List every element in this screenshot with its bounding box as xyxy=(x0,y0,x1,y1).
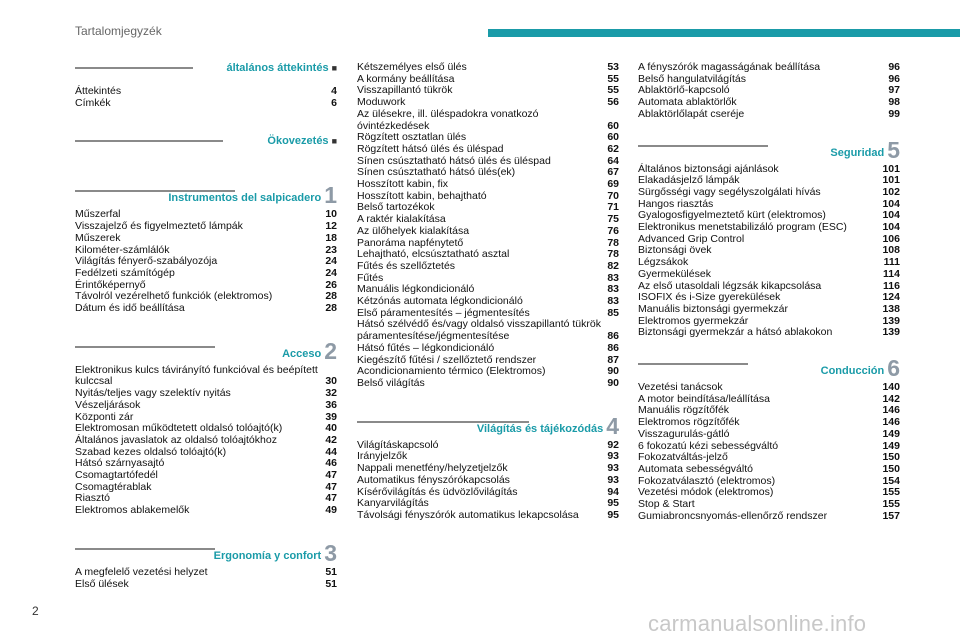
toc-entry-label: A raktér kialakítása xyxy=(357,213,446,226)
toc-entry-page: 142 xyxy=(882,392,900,405)
toc-entry-page: 67 xyxy=(607,166,619,179)
toc-entry-page: 157 xyxy=(882,509,900,522)
toc-entry-label: Vezetési módok (elektromos) xyxy=(638,486,774,499)
section-number: 4 xyxy=(606,412,619,439)
toc-entry-page: 12 xyxy=(325,220,337,233)
toc-entry-label: Biztonsági gyermekzár a hátsó ablakokon xyxy=(638,326,833,339)
section-rule xyxy=(75,548,215,550)
toc-entry-label: Rögzített hátsó ülés és üléspad xyxy=(357,142,504,155)
toc-entry[interactable] xyxy=(357,378,619,390)
toc-entry-label: Vezetési tanácsok xyxy=(638,381,723,394)
section-rule xyxy=(75,346,215,348)
toc-entry-page: 51 xyxy=(325,565,337,578)
toc-entry-label: Hosszított kabin, behajtható xyxy=(357,189,487,202)
toc-entry-label: Stop & Start xyxy=(638,498,695,511)
toc-entry-page: 96 xyxy=(888,61,900,73)
toc-entry-page: 99 xyxy=(888,107,900,120)
toc-section xyxy=(75,135,337,159)
toc-entry-label: Automata ablaktörlők xyxy=(638,96,737,109)
toc-entry-label: Visszagurulás-gátló xyxy=(638,427,730,440)
toc-entry-page: 47 xyxy=(325,480,337,493)
toc-entry-label: A kormány beállítása xyxy=(357,72,455,85)
toc-entry[interactable] xyxy=(75,505,337,517)
toc-entry-page: 78 xyxy=(607,248,619,261)
toc-entry-label: Kiegészítő fűtési / szellőztető rendszer xyxy=(357,353,537,366)
toc-entry-label: Első páramentesítés – jégmentesítés xyxy=(357,306,530,319)
toc-entry[interactable] xyxy=(638,269,900,281)
toc-entry-page: 24 xyxy=(325,255,337,268)
toc-entry-page: 139 xyxy=(882,314,900,327)
section-title-text: Acceso xyxy=(282,347,322,360)
toc-entry-page: 42 xyxy=(325,433,337,446)
toc-entry-page: 51 xyxy=(325,577,337,590)
toc-entry-label: Elektromos ablakemelők xyxy=(75,504,190,517)
section-header xyxy=(75,539,337,567)
section-number: 5 xyxy=(887,136,900,163)
toc-entry-page: 75 xyxy=(607,213,619,226)
toc-entry-label: Advanced Grip Control xyxy=(638,232,745,245)
toc-entry-page: 26 xyxy=(325,278,337,291)
section-number: 6 xyxy=(887,355,900,382)
toc-entry[interactable] xyxy=(75,365,337,388)
toc-entry-label: Ablaktörlő-kapcsoló xyxy=(638,84,730,97)
toc-entry-label: A motor beindítása/leállítása xyxy=(638,392,770,405)
toc-entry-label: Hosszított kabin, fix xyxy=(357,178,449,191)
toc-section xyxy=(638,136,900,340)
toc-entry-label: Gyalogosfigyelmeztető kürt (elektromos) xyxy=(638,209,826,222)
toc-column-1 xyxy=(75,62,337,590)
toc-entry-label: Rögzített osztatlan ülés xyxy=(357,131,467,144)
section-spacer xyxy=(75,315,337,341)
section-title-text: általános áttekintés xyxy=(226,62,329,74)
toc-entry-label: 6 fokozatú kézi sebességváltó xyxy=(638,439,779,452)
toc-entry-page: 93 xyxy=(607,473,619,486)
toc-entry-page: 28 xyxy=(325,290,337,303)
toc-entry-page: 40 xyxy=(325,422,337,435)
toc-entry-page: 108 xyxy=(882,244,900,257)
toc-entry[interactable] xyxy=(357,261,619,273)
toc-entry-page: 10 xyxy=(325,208,337,221)
toc-entry-label: Elakadásjelző lámpák xyxy=(638,174,740,187)
toc-entry-label: Sínen csúsztatható hátsó ülés és üléspad xyxy=(357,154,551,167)
toc-entry-page: 155 xyxy=(882,498,900,511)
toc-entry-label: Kanyarvilágítás xyxy=(357,497,429,510)
toc-entry-page: 46 xyxy=(325,457,337,470)
toc-entry-label: Elektronikus kulcs távirányító funkcióval és beépített kulccsal xyxy=(75,363,318,388)
section-title xyxy=(213,539,337,566)
toc-entry-label: Ablaktörlőlapát cseréje xyxy=(638,107,745,120)
toc-entry[interactable] xyxy=(638,62,900,74)
toc-entry[interactable] xyxy=(75,567,337,579)
toc-entry-page: 71 xyxy=(607,201,619,214)
section-header xyxy=(75,182,337,209)
section-title xyxy=(168,182,337,209)
toc-entry-page: 101 xyxy=(882,162,900,175)
section-title xyxy=(476,412,619,439)
section-spacer xyxy=(75,109,337,135)
section-title xyxy=(282,337,337,364)
toc-entry-label: Műszerfal xyxy=(75,208,121,221)
toc-entry-label: Az ülésekre, ill. üléspadokra vonatkozó óvintézkedések xyxy=(357,107,539,132)
toc-entry[interactable] xyxy=(75,86,337,98)
section-number: 1 xyxy=(324,182,337,209)
toc-entry-label: Kilométer-számlálók xyxy=(75,243,170,256)
toc-entry-page: 92 xyxy=(607,438,619,451)
toc-section xyxy=(75,182,337,315)
toc-entry-label: Címkék xyxy=(75,96,111,109)
toc-section xyxy=(357,62,619,390)
toc-entry-label: Acondicionamiento térmico (Elektromos) xyxy=(357,365,546,378)
toc-entry-label: Visszajelző és figyelmeztető lámpák xyxy=(75,220,243,233)
toc-entry-page: 76 xyxy=(607,224,619,237)
section-title xyxy=(226,62,337,75)
toc-entry-page: 53 xyxy=(607,61,619,73)
section-header xyxy=(75,62,337,86)
toc-entry-page: 4 xyxy=(331,85,337,97)
toc-entry[interactable] xyxy=(638,511,900,523)
toc-entry-label: Fokozatválasztó (elektromos) xyxy=(638,474,776,487)
toc-entry-label: Kétszemélyes első ülés xyxy=(357,61,467,73)
toc-entry-page: 139 xyxy=(882,326,900,339)
toc-entry-page: 47 xyxy=(325,469,337,482)
toc-entry-page: 149 xyxy=(882,439,900,452)
toc-entry-page: 56 xyxy=(607,96,619,109)
toc-entry-page: 36 xyxy=(325,398,337,411)
toc-entry-label: Elektromos gyermekzár xyxy=(638,314,749,327)
toc-entry-label: Manuális légkondicionáló xyxy=(357,283,475,296)
section-header xyxy=(75,337,337,365)
toc-section xyxy=(638,62,900,121)
toc-entry-page: 93 xyxy=(607,450,619,463)
toc-entry-label: Általános javaslatok az oldalsó tolóajtókhoz xyxy=(75,433,277,446)
toc-entry-page: 111 xyxy=(883,256,900,269)
toc-entry[interactable] xyxy=(357,109,619,132)
header-accent-bar xyxy=(488,29,960,37)
toc-entry-label: Belső világítás xyxy=(357,376,425,389)
toc-entry[interactable] xyxy=(75,98,337,110)
toc-entry-label: Nappali menetfény/helyzetjelzők xyxy=(357,462,508,475)
toc-column-3 xyxy=(638,62,900,523)
toc-entry-page: 146 xyxy=(882,416,900,429)
toc-entry-label: Hátsó fűtés – légkondicionáló xyxy=(357,341,495,354)
toc-entry-label: Elektronikus menetstabilizáló program (ESC) xyxy=(638,221,847,234)
toc-entry-page: 124 xyxy=(882,291,900,304)
toc-entry-label: Visszapillantó tükrök xyxy=(357,84,453,97)
toc-entry-label: Manuális rögzítőfék xyxy=(638,404,730,417)
toc-entry[interactable] xyxy=(357,319,619,342)
toc-entry-label: Légzsákok xyxy=(638,256,689,269)
toc-entry-label: Hátsó szárnyasajtó xyxy=(75,457,165,470)
toc-entry-label: Panoráma napfénytető xyxy=(357,236,464,249)
section-header xyxy=(357,412,619,440)
toc-entry-page: 95 xyxy=(607,508,619,521)
toc-entry[interactable] xyxy=(357,475,619,487)
toc-entry-label: Nyitás/teljes vagy szelektív nyitás xyxy=(75,387,231,400)
toc-entry-page: 55 xyxy=(607,72,619,85)
toc-entry-label: Kétzónás automata légkondicionáló xyxy=(357,295,523,308)
toc-entry-page: 69 xyxy=(607,178,619,191)
section-spacer xyxy=(638,121,900,140)
toc-entry-page: 114 xyxy=(883,267,900,280)
section-header xyxy=(638,136,900,164)
section-title-text: Világítás és tájékozódás xyxy=(476,422,604,435)
toc-entry[interactable] xyxy=(75,400,337,412)
toc-section xyxy=(75,62,337,109)
toc-entry-label: Hátsó szélvédő és/vagy oldalsó visszapillantó tükrök páramentesítése/jégmentesítése xyxy=(357,318,601,343)
toc-section xyxy=(75,337,337,517)
toc-entry-label: Távolsági fényszórók automatikus lekapcsolása xyxy=(357,508,579,521)
toc-column-2 xyxy=(357,62,619,522)
toc-entry[interactable] xyxy=(75,470,337,482)
section-title xyxy=(820,355,900,382)
section-title xyxy=(267,135,337,148)
toc-entry-label: Irányjelzők xyxy=(357,450,408,463)
toc-entry-label: Belső hangulatvilágítás xyxy=(638,72,746,85)
toc-entry[interactable] xyxy=(75,233,337,245)
toc-entry-label: Manuális biztonsági gyermekzár xyxy=(638,302,788,315)
toc-entry-label: A fényszórók magasságának beállítása xyxy=(638,61,821,73)
toc-entry[interactable] xyxy=(75,303,337,315)
section-rule xyxy=(75,140,223,142)
toc-entry-page: 23 xyxy=(325,243,337,256)
toc-entry-page: 83 xyxy=(607,271,619,284)
section-spacer xyxy=(75,517,337,543)
toc-entry-page: 86 xyxy=(607,341,619,354)
toc-entry-page: 47 xyxy=(325,492,337,505)
toc-entry[interactable] xyxy=(357,343,619,355)
toc-entry-label: Dátum és idő beállítása xyxy=(75,302,185,315)
toc-entry[interactable] xyxy=(638,429,900,441)
toc-entry-page: 138 xyxy=(882,302,900,315)
toc-entry-label: Vészeljárások xyxy=(75,398,141,411)
section-square-icon: ■ xyxy=(331,136,337,147)
toc-entry[interactable] xyxy=(638,327,900,339)
toc-entry-label: Csomagtérablak xyxy=(75,480,152,493)
section-spacer xyxy=(638,339,900,358)
toc-entry-label: Világítás fényerő-szabályozója xyxy=(75,255,218,268)
toc-entry-label: Hangos riasztás xyxy=(638,197,714,210)
toc-entry-page: 102 xyxy=(882,185,900,198)
toc-entry-label: Szabad kezes oldalsó tolóajtó(k) xyxy=(75,445,227,458)
toc-entry-label: Fokozatváltás-jelző xyxy=(638,451,728,464)
toc-entry-page: 44 xyxy=(325,445,337,458)
toc-entry-label: Belső tartozékok xyxy=(357,201,435,214)
section-title-text: Conducción xyxy=(820,365,885,378)
section-title-text: Instrumentos del salpicadero xyxy=(168,192,322,205)
toc-entry-label: Sínen csúsztatható hátsó ülés(ek) xyxy=(357,166,516,179)
toc-entry-label: Csomagtartófedél xyxy=(75,469,158,482)
toc-entry[interactable] xyxy=(75,579,337,591)
toc-entry-page: 64 xyxy=(607,154,619,167)
toc-entry-page: 155 xyxy=(882,486,900,499)
toc-entry-label: Az első utasoldali légzsák kikapcsolása xyxy=(638,279,822,292)
toc-entry-label: Moduwork xyxy=(357,96,406,109)
section-title xyxy=(830,136,900,163)
toc-entry-page: 18 xyxy=(325,231,337,244)
toc-entry-page: 104 xyxy=(882,221,900,234)
toc-entry-label: Automatikus fényszórókapcsolás xyxy=(357,473,510,486)
section-number: 3 xyxy=(324,539,337,566)
toc-entry-page: 32 xyxy=(325,387,337,400)
toc-entry-page: 101 xyxy=(882,174,900,187)
toc-entry[interactable] xyxy=(75,435,337,447)
toc-entry-page: 90 xyxy=(607,376,619,389)
toc-entry-label: Áttekintés xyxy=(75,85,122,97)
toc-entry-label: Az ülőhelyek kialakítása xyxy=(357,224,470,237)
toc-entry-page: 86 xyxy=(607,330,619,343)
toc-entry-page: 96 xyxy=(888,72,900,85)
toc-entry-page: 6 xyxy=(331,96,337,109)
toc-entry[interactable] xyxy=(75,482,337,494)
toc-entry-label: Központi zár xyxy=(75,410,134,423)
toc-entry-label: Műszerek xyxy=(75,231,121,244)
section-rule xyxy=(638,363,748,365)
toc-entry-label: Biztonsági övek xyxy=(638,244,712,257)
page-number: 2 xyxy=(32,604,39,618)
toc-entry-page: 98 xyxy=(888,96,900,109)
toc-entry[interactable] xyxy=(638,464,900,476)
section-spacer xyxy=(357,390,619,416)
toc-entry-page: 83 xyxy=(607,283,619,296)
toc-entry-page: 83 xyxy=(607,295,619,308)
watermark: carmanualsonline.info xyxy=(648,611,867,636)
section-header xyxy=(638,355,900,382)
toc-entry-label: Kísérővilágítás és üdvözlővilágítás xyxy=(357,485,518,498)
toc-entry-page: 85 xyxy=(607,306,619,319)
toc-entry-label: Világításkapcsoló xyxy=(357,438,439,451)
toc-section xyxy=(357,412,619,522)
toc-entry[interactable] xyxy=(638,304,900,316)
toc-entry-label: Első ülések xyxy=(75,577,129,590)
toc-entry-label: Riasztó xyxy=(75,492,111,505)
section-spacer xyxy=(75,159,337,185)
toc-entry-page: 62 xyxy=(607,142,619,155)
toc-entry-page: 150 xyxy=(882,462,900,475)
toc-entry-page: 106 xyxy=(882,232,900,245)
toc-entry-label: Érintőképernyő xyxy=(75,278,146,291)
toc-entry-label: Gyermekülések xyxy=(638,267,711,280)
toc-entry-page: 95 xyxy=(607,497,619,510)
toc-entry[interactable] xyxy=(357,144,619,156)
toc-entry-label: Fűtés xyxy=(357,271,384,284)
toc-entry-page: 60 xyxy=(607,131,619,144)
toc-entry-label: Gumiabroncsnyomás-ellenőrző rendszer xyxy=(638,509,828,522)
toc-entry-page: 146 xyxy=(882,404,900,417)
section-title-text: Ökovezetés xyxy=(267,135,329,148)
toc-section xyxy=(638,355,900,522)
section-title-text: Seguridad xyxy=(830,146,885,159)
toc-entry-page: 140 xyxy=(882,381,900,394)
toc-entry-label: Automata sebességváltó xyxy=(638,462,753,475)
toc-entry-label: Fedélzeti számítógép xyxy=(75,266,175,279)
toc-entry-page: 24 xyxy=(325,266,337,279)
toc-section xyxy=(75,539,337,590)
toc-entry-page: 149 xyxy=(882,427,900,440)
section-title-text: Ergonomía y confort xyxy=(213,549,322,562)
toc-entry-page: 78 xyxy=(607,236,619,249)
toc-entry-page: 60 xyxy=(607,119,619,132)
section-square-icon: ■ xyxy=(331,63,337,73)
toc-entry-label: Lehajtható, elcsúsztatható asztal xyxy=(357,248,510,261)
toc-entry[interactable] xyxy=(638,187,900,199)
toc-entry[interactable] xyxy=(357,62,619,74)
toc-entry[interactable] xyxy=(357,179,619,191)
page-header-title: Tartalomjegyzék xyxy=(75,24,162,38)
toc-entry-page: 28 xyxy=(325,302,337,315)
toc-entry[interactable] xyxy=(357,296,619,308)
toc-entry-page: 49 xyxy=(325,504,337,517)
toc-entry-page: 116 xyxy=(883,279,900,292)
toc-entry-label: Sürgősségi vagy segélyszolgálati hívás xyxy=(638,185,821,198)
toc-entry-label: Elektromos rögzítőfék xyxy=(638,416,740,429)
toc-entry-label: Távolról vezérelhető funkciók (elektromos) xyxy=(75,290,273,303)
section-number: 2 xyxy=(324,337,337,364)
toc-entry-page: 93 xyxy=(607,462,619,475)
toc-entry-page: 70 xyxy=(607,189,619,202)
toc-entry-label: A megfelelő vezetési helyzet xyxy=(75,565,208,578)
toc-entry[interactable] xyxy=(638,222,900,234)
toc-entry-label: Fűtés és szellőztetés xyxy=(357,259,456,272)
toc-entry-page: 94 xyxy=(607,485,619,498)
toc-entry-label: Általános biztonsági ajánlások xyxy=(638,162,779,175)
toc-entry-page: 82 xyxy=(607,259,619,272)
toc-entry-page: 150 xyxy=(882,451,900,464)
toc-entry-page: 55 xyxy=(607,84,619,97)
toc-entry[interactable] xyxy=(357,510,619,522)
toc-entry[interactable] xyxy=(75,268,337,280)
toc-entry-page: 104 xyxy=(882,197,900,210)
toc-entry-label: ISOFIX és i-Size gyerekülések xyxy=(638,291,781,304)
toc-entry[interactable] xyxy=(638,382,900,394)
toc-entry-page: 87 xyxy=(607,353,619,366)
toc-entry[interactable] xyxy=(638,109,900,121)
toc-entry-page: 154 xyxy=(882,474,900,487)
toc-entry-page: 39 xyxy=(325,410,337,423)
toc-entry-page: 97 xyxy=(888,84,900,97)
toc-entry-page: 104 xyxy=(882,209,900,222)
toc-entry-page: 30 xyxy=(325,375,337,388)
section-rule xyxy=(638,145,768,147)
toc-entry-label: Elektromosan működtetett oldalsó tolóajtó(k) xyxy=(75,422,283,435)
toc-entry-page: 90 xyxy=(607,365,619,378)
section-rule xyxy=(75,67,193,69)
toc-entry[interactable] xyxy=(357,226,619,238)
section-header xyxy=(75,135,337,159)
